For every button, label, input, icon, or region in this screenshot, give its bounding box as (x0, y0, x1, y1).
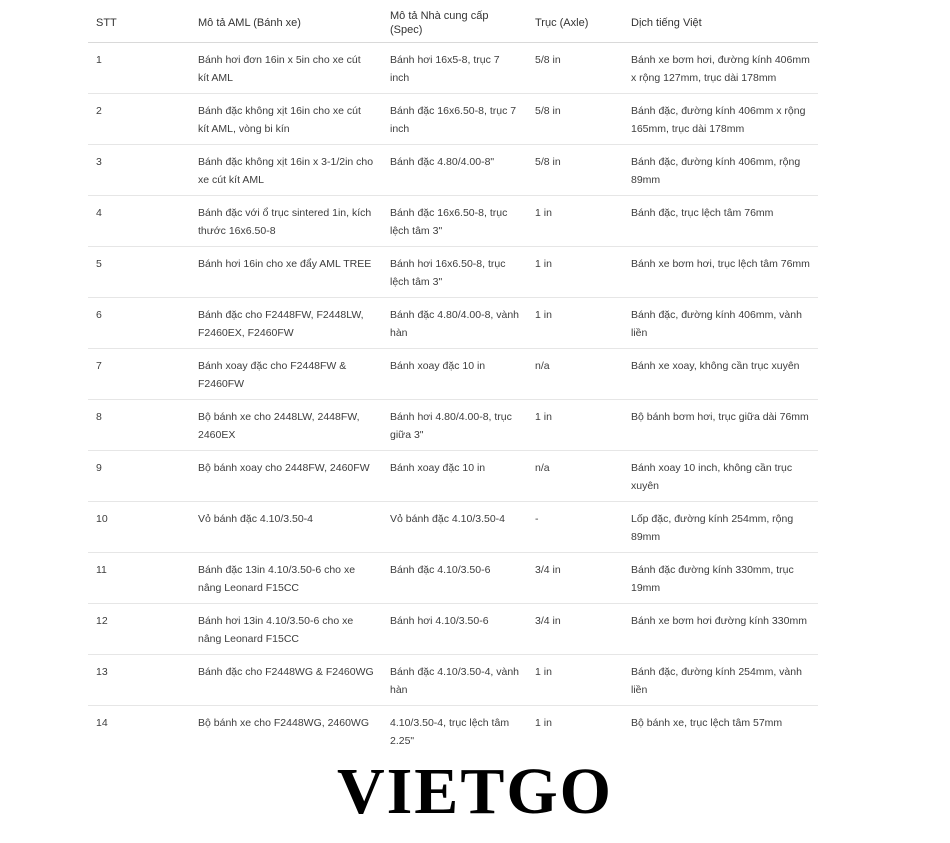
cell-aml: Bánh đặc không xịt 16in x 3-1/2in cho xe cút kít AML (190, 145, 382, 196)
cell-vn: Bánh đặc, trục lệch tâm 76mm (623, 196, 818, 247)
table-row (88, 247, 818, 298)
cell-vn: Bánh đặc, đường kính 406mm, rộng 89mm (623, 145, 818, 196)
cell-spec: Bánh đặc 16x6.50-8, trục lệch tâm 3" (382, 196, 527, 247)
cell-aml: Bánh đặc không xịt 16in cho xe cút kít AML, vòng bi kín (190, 94, 382, 145)
header-supplier-spec: Mô tả Nhà cung cấp (Spec) (382, 8, 527, 43)
cell-stt: 6 (88, 298, 190, 349)
cell-stt: 12 (88, 604, 190, 655)
cell-aml: Bánh hơi 16in cho xe đẩy AML TREE (190, 247, 382, 298)
cell-axle: n/a (527, 349, 623, 400)
cell-spec: Bánh hơi 4.80/4.00-8, trục giữa 3" (382, 400, 527, 451)
cell-vn: Bánh đặc, đường kính 406mm, vành liền (623, 298, 818, 349)
cell-axle: 5/8 in (527, 94, 623, 145)
cell-vn: Bánh đặc, đường kính 406mm x rộng 165mm, trục dài 178mm (623, 94, 818, 145)
cell-axle: 1 in (527, 247, 623, 298)
table-row (88, 655, 818, 706)
cell-vn: Bánh xe bơm hơi, trục lệch tâm 76mm (623, 247, 818, 298)
header-axle: Trục (Axle) (527, 8, 623, 43)
cell-spec: 4.10/3.50-4, trục lệch tâm 2.25" (390, 717, 510, 747)
cell-axle: 1 in (527, 298, 623, 349)
spec-table-container (88, 8, 818, 756)
cell-axle: 1 in (527, 655, 623, 706)
cell-stt: 1 (88, 43, 190, 94)
cell-spec: Bánh đặc 16x6.50-8, trục 7 inch (382, 94, 527, 145)
table-row (88, 553, 818, 604)
cell-axle: 5/8 in (527, 145, 623, 196)
cell-stt: 3 (88, 145, 190, 196)
table-row (88, 43, 818, 94)
cell-spec: Bánh đặc 4.10/3.50-4, vành hàn (382, 655, 527, 706)
vietgo-watermark-logo: VIETGO (336, 755, 614, 828)
cell-vn: Bánh xe xoay, không cần trục xuyên (623, 349, 818, 400)
cell-vn: Bánh đặc, đường kính 254mm, vành liền (623, 655, 818, 706)
table-row (88, 349, 818, 400)
cell-axle: 3/4 in (527, 553, 623, 604)
cell-aml: Bánh đặc với ổ trục sintered 1in, kích thước 16x6.50-8 (190, 196, 382, 247)
cell-aml: Bánh đặc cho F2448WG & F2460WG (190, 655, 382, 706)
table-body (88, 43, 818, 757)
cell-aml: Vỏ bánh đặc 4.10/3.50-4 (190, 502, 382, 553)
cell-aml: Bánh hơi đơn 16in x 5in cho xe cút kít AML (190, 43, 382, 94)
cell-stt: 14 (96, 717, 108, 729)
header-vietnamese-translation: Dịch tiếng Việt (623, 8, 818, 43)
header-stt: STT (88, 8, 190, 43)
header-aml-description: Mô tả AML (Bánh xe) (190, 8, 382, 43)
cell-axle: n/a (527, 451, 623, 502)
cell-aml: Bánh đặc 13in 4.10/3.50-6 cho xe nâng Leonard F15CC (190, 553, 382, 604)
cell-spec: Bánh đặc 4.10/3.50-6 (382, 553, 527, 604)
cell-spec: Bánh đặc 4.80/4.00-8, vành hàn (382, 298, 527, 349)
cell-aml: Bánh đặc cho F2448FW, F2448LW, F2460EX, F2460FW (190, 298, 382, 349)
cell-vn: Bộ bánh bơm hơi, trục giữa dài 76mm (623, 400, 818, 451)
cell-spec: Bánh xoay đặc 10 in (382, 451, 527, 502)
cell-stt: 11 (88, 553, 190, 604)
cell-axle: 1 in (527, 400, 623, 451)
table-row (88, 400, 818, 451)
cell-spec: Vỏ bánh đặc 4.10/3.50-4 (382, 502, 527, 553)
cell-stt: 10 (88, 502, 190, 553)
cell-stt: 8 (88, 400, 190, 451)
table-row (88, 196, 818, 247)
table-row (88, 451, 818, 502)
cell-axle: 1 in (535, 717, 552, 729)
cell-aml: Bánh hơi 13in 4.10/3.50-6 cho xe nâng Leonard F15CC (190, 604, 382, 655)
cell-stt: 5 (88, 247, 190, 298)
cell-spec: Bánh hơi 4.10/3.50-6 (382, 604, 527, 655)
cell-aml: Bộ bánh xoay cho 2448FW, 2460FW (190, 451, 382, 502)
cell-spec: Bánh hơi 16x6.50-8, trục lệch tâm 3" (382, 247, 527, 298)
table-row (88, 298, 818, 349)
table-row (88, 502, 818, 553)
table-row (88, 94, 818, 145)
cell-stt: 7 (88, 349, 190, 400)
cell-stt: 4 (88, 196, 190, 247)
cell-stt: 13 (88, 655, 190, 706)
cell-axle: 1 in (527, 196, 623, 247)
cell-aml: Bộ bánh xe cho 2448LW, 2448FW, 2460EX (190, 400, 382, 451)
cell-vn: Bánh đặc đường kính 330mm, trục 19mm (623, 553, 818, 604)
cell-axle: 3/4 in (527, 604, 623, 655)
cell-vn: Bộ bánh xe, trục lệch tâm 57mm (631, 717, 783, 729)
cell-aml: Bánh xoay đặc cho F2448FW & F2460FW (190, 349, 382, 400)
cell-stt: 2 (88, 94, 190, 145)
cell-vn: Lốp đặc, đường kính 254mm, rộng 89mm (623, 502, 818, 553)
cell-vn: Bánh xoay 10 inch, không cần trục xuyên (623, 451, 818, 502)
cell-spec: Bánh hơi 16x5-8, trục 7 inch (382, 43, 527, 94)
cell-vn: Bánh xe bơm hơi, đường kính 406mm x rộng 127mm, trục dài 178mm (623, 43, 818, 94)
table-row (88, 145, 818, 196)
cell-axle: 5/8 in (527, 43, 623, 94)
cell-vn: Bánh xe bơm hơi đường kính 330mm (623, 604, 818, 655)
cell-aml: Bộ bánh xe cho F2448WG, 2460WG (198, 717, 370, 729)
table-row (88, 706, 818, 757)
wheel-spec-table (88, 8, 818, 756)
cell-spec: Bánh xoay đặc 10 in (382, 349, 527, 400)
cell-axle: - (527, 502, 623, 553)
cell-stt: 9 (88, 451, 190, 502)
cell-spec: Bánh đặc 4.80/4.00-8" (382, 145, 527, 196)
table-row (88, 604, 818, 655)
table-header-row (88, 8, 818, 43)
